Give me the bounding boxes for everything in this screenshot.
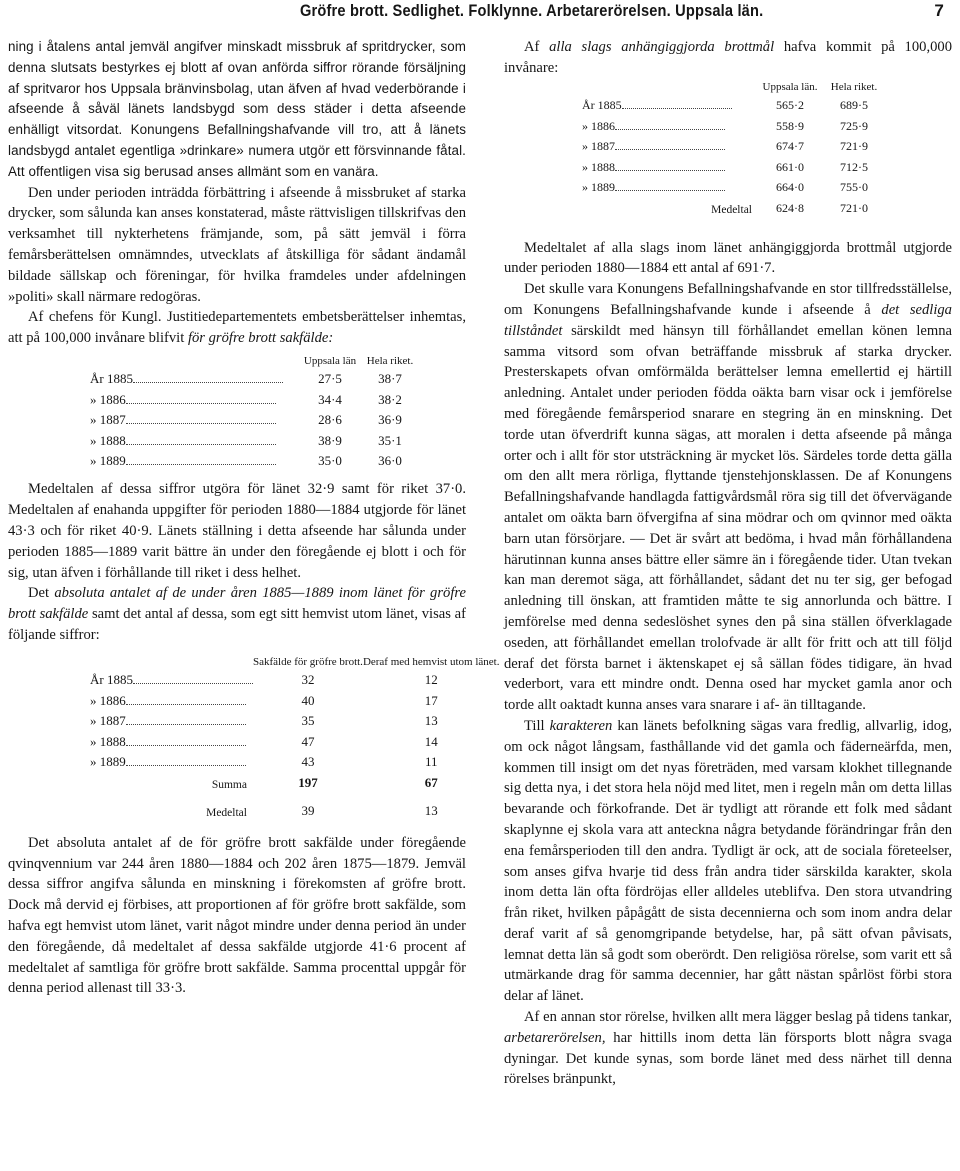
cell-value: 34·4 (318, 391, 342, 407)
table-row (90, 750, 499, 771)
emphasis-text: alla slags anhängiggjorda brottmål (549, 39, 775, 55)
sum-value: 197 (298, 774, 318, 790)
paragraph: Medeltalet af alla slags inom länet anhängiggjorda brottmål utgjorde under perioden 1880—1884 ett antal af 691·7. (504, 239, 952, 277)
paragraph-text: Af chefens för Kungl. Justitiedepartementets embetsberättelser inhemtas, att på 100,000 invånare blifvit (8, 309, 466, 347)
row-label-cell (582, 154, 758, 175)
cell-value: 35·0 (318, 453, 342, 469)
cell-value: 38·9 (318, 432, 342, 448)
paragraph (8, 307, 466, 349)
dot-leader (126, 413, 276, 424)
table-row (90, 668, 499, 689)
paragraph: Det absoluta antalet af de för gröfre brott sakfälde under föregående qvinqvennium var 244 åren 1880—1884 och 202 åren 1875—1879. Jemväl dessa siffror angifva sålunda en minskning i förekomsten af gröfre brott. Dock må dervid ej förbises, att proportionen af för gröfre brott sakfälde, som hafva egt hemvist utom länet, varit något mindre under denna period än under den föregående, då medeltalet af dessa sakfälde utgjorde 41·6 procent af medeltalet af samtliga för gröfre brott sakfälde. Samma procenttal uppgår för denna period allenast till 33·3. (8, 834, 466, 997)
cell-value: 27·5 (318, 371, 342, 387)
row-label-cell (582, 175, 758, 196)
row-label-cell (90, 668, 253, 689)
cell-value: 12 (424, 672, 438, 688)
paragraph: ning i åtalens antal jemväl angifver minskadt missbruk af spritdrycker, som denna slutsats bestyrkes ej blott af ovan anförda siffror rörande försäljning af spritvaror hos Uppsala bränvinsbolag, utan äfven af hvad vederbörande i afseende å såväl länets landsbygd som dess städer i detta afseende enhälligt vitsordat. Konungens Befallningshafvande vill tro, att å länets landsbygd antalet egentliga »drinkare» numera utgör ett försvinnande fåtal. Att offentligen visa sig berusad anses allmänt som en vanära. (8, 39, 466, 179)
dot-leader (622, 98, 732, 109)
table-row (582, 113, 886, 134)
row-label-cell (90, 387, 300, 408)
paragraph-text: Af (524, 39, 540, 55)
paragraph-text: har hittills inom detta län försports blott några svaga dyningar. Det kunde synas, som borde länet med dess närhet till denna rörelses bränpunkt, (504, 1029, 952, 1088)
row-label-cell (90, 709, 253, 730)
dot-leader (133, 673, 253, 684)
cell-value: 35 (301, 713, 315, 729)
emphasis-text: absoluta antalet af de under åren 1885—1889 inom länet för gröfre brott sakfälde (8, 585, 466, 623)
cell-value: 674·7 (776, 139, 804, 154)
table-grofre-brott-per-100000 (90, 355, 420, 470)
row-label: År 1885 (90, 672, 133, 688)
row-label: » 1886 (90, 391, 126, 407)
table-row (90, 428, 420, 449)
cell-value: 725·9 (840, 118, 868, 133)
paragraph: Medeltalen af dessa siffror utgöra för länet 32·9 samt för riket 37·0. Medeltalen af enahanda uppgifter för perioden 1880—1884 utgjorde för länet 43·3 och för riket 40·9. Länets ställning i detta afseende har sålunda under perioden 1885—1889 varit bättre än under den föregående ej blott i och för sig, utan äfven i förhållande till riket i dess helhet. (8, 481, 466, 581)
row-label-cell (90, 750, 253, 771)
column-header: Uppsala län (303, 354, 357, 367)
paragraph (8, 583, 466, 645)
dot-leader (126, 434, 276, 445)
header-title: Gröfre brott. Sedlighet. Folklynne. Arbetarerörelsen. Uppsala län. (300, 1, 764, 20)
cell-value: 755·0 (840, 180, 868, 195)
row-label-cell (582, 134, 758, 155)
emphasis-text: för gröfre brott sakfälde: (187, 330, 334, 347)
row-label: » 1888 (582, 159, 615, 174)
row-label: » 1888 (90, 733, 126, 749)
paragraph: Den under perioden inträdda förbättring i afseende å missbruket af starka drycker, som sålunda kan anses konstaterad, måste rättvisligen tillskrifvas den verksamhet till nykterhetens främjande, som, på sätt jemväl i förra femårsberättelsen omnämndes, utvecklats af åtskilliga för sådant ändamål bildade sällskap och föreningar, för hvilka framdeles under afdelningen »politi» skall närmare redogöras. (8, 184, 466, 305)
table-row (90, 449, 420, 470)
cell-value: 35·1 (378, 432, 402, 448)
cell-value: 558·9 (776, 118, 804, 133)
cell-value: 28·6 (318, 412, 342, 428)
emphasis-text: arbetarerörelsen, (504, 1029, 606, 1046)
mean-value: 13 (424, 802, 438, 818)
row-label: » 1887 (90, 412, 126, 428)
cell-value: 14 (424, 733, 438, 749)
cell-value: 36·9 (378, 412, 402, 428)
row-label: » 1887 (90, 713, 126, 729)
dot-leader (126, 755, 246, 766)
left-column (8, 37, 500, 999)
dot-leader (126, 735, 246, 746)
table-brottmal-per-100000 (582, 81, 886, 216)
dot-leader (615, 139, 725, 150)
row-label-cell (90, 428, 300, 449)
paragraph-text: Det (28, 585, 50, 602)
mean-value: 721·0 (840, 200, 868, 215)
paragraph-text: samt det antal af dessa, som egt sitt hemvist utom länet, visas af följande siffror: (8, 606, 467, 644)
right-column (504, 37, 952, 1090)
emphasis-text: det sedliga tillståndet (504, 301, 952, 339)
dot-leader (133, 372, 283, 383)
cell-value: 661·0 (776, 159, 804, 174)
row-label: År 1885 (90, 371, 133, 387)
row-label: År 1885 (582, 98, 622, 113)
mean-label: Medeltal (711, 203, 752, 216)
cell-value: 43 (301, 754, 315, 770)
cell-value: 712·5 (840, 159, 868, 174)
table-row (90, 688, 499, 709)
paragraph-text: Af en annan stor rörelse, hvilken allt mera lägger beslag på tidens tankar, (524, 1009, 952, 1026)
paragraph-text: kan länets befolkning sägas vara fredlig, allvarlig, idog, om ock något långsam, fasthållande vid det gamla och fäderneärfda, men, kommen till insigt om det nyas företräden, med varsam klokhet tillegnande sig detta nya, i det stora hela nöjd med litet, men i regeln mån om detta lillas bevarande och förkofrande. Det är tydligt att rörande ett folk med sådant skaplynne ej skola vara att anteckna några betydande förändringar från den ena femårsperioden till den andra. Tydligt är ock, att de sociala företeelser, som anses gifva hvarje tid dess från andra tider särskilda karakter, skola inom detta län ofta fördröjas eller alldeles uteblifva. Den stora utvandring från riket, hvilken påpågått de sista decennierna och som inom andra delar deraf varit af så genomgripande betydelse, har, på sätt ofvan påvisats, lemnat detta län så godt som oberördt. Den religiösa rörelse, som varit ett så utmärkande drag för samma decennier, har gått nästan spårlöst förbi stora delar af länet. (504, 717, 952, 1005)
cell-value: 11 (424, 754, 438, 770)
row-label: » 1886 (582, 118, 615, 133)
column-header: Deraf med hemvist utom länet. (362, 655, 500, 668)
row-label-cell (90, 688, 253, 709)
row-label-cell (90, 367, 300, 388)
cell-value: 32 (301, 672, 315, 688)
column-header: Hela riket. (366, 354, 414, 367)
row-label: » 1889 (90, 453, 126, 469)
paragraph-text: särskildt med hänsyn till förhållandet emellan könen lemna samma vitsord som ofvan beträffande missbruk af starka drycker. Presterskapets ofvan omförmälda berättelser lemna emellertid ej härtill anledning. Antalet under perioden födda oäkta barn visar ock i jemförelse med föregående femårsperiod snarare en stegring än en minskning. Det torde utan öfverdrift kunna sägas, att moralen i detta afseende på många orter och i allt för stor utsträckning är mycket lös. Särdeles torde detta gälla om den allt mera rörliga, flyttande tjenstehjonsklassen. De af Konungens Befallningshafvande handlagda fattigvårdsmål röra sig till det öfvervägande antalet om oäkta barn öfvergifna af sina mödrar och om qvinnor med oäkta barn utan försörjare. — Det är svårt att bedöma, i hvad mån förhållandena härutinnan kunna anses bättre eller sämre än i föregående tider. Utan tvekan kan man deremot säga, att förhållandet, sådant det nu ter sig, ger befogad anledning till önskan, att framtiden måtte te sig annorlunda och bättre. I jemförelse med denna sedeslöshet synes den på sina ställen öfverklagade oseden, att förhållandet emellan trolofvade är allt för fritt och att till följd deraf det första barnet i äktenskapet ej så sällan födes tidigare, än hvad vederbort, vara ett mindre ondt. Denna osed har mycket gamla anor och torde allt oaktadt kunna anses vara snarare i af- än tilltagande. (504, 322, 952, 714)
dot-leader (126, 694, 246, 705)
cell-value: 13 (424, 713, 438, 729)
cell-value: 47 (301, 733, 315, 749)
table-row (582, 93, 886, 114)
dot-leader (615, 180, 725, 191)
mean-value: 39 (301, 802, 315, 818)
sum-label: Summa (211, 778, 247, 791)
cell-value: 40 (301, 692, 315, 708)
column-header: Sakfälde för gröfre brott. (252, 655, 363, 668)
row-label-cell (90, 449, 300, 470)
page-number: 7 (934, 1, 944, 20)
cell-value: 17 (424, 692, 438, 708)
dot-leader (126, 393, 276, 404)
paragraph (504, 37, 952, 79)
cell-value: 721·9 (840, 139, 868, 154)
table-sakfalde-absolut (90, 656, 499, 819)
dot-leader (615, 119, 725, 130)
paragraph-text: hafva kommit på 100,000 invånare: (504, 39, 952, 76)
sum-value: 67 (424, 774, 438, 790)
row-label: » 1889 (90, 754, 126, 770)
row-label-cell (90, 729, 253, 750)
cell-value: 36·0 (378, 453, 402, 469)
column-header: Hela riket. (830, 80, 878, 93)
table-row (90, 408, 420, 429)
table-row (90, 709, 499, 730)
mean-value: 624·8 (776, 200, 804, 215)
row-label-cell (582, 93, 758, 114)
cell-value: 664·0 (776, 180, 804, 195)
table-row (582, 175, 886, 196)
row-label: » 1887 (582, 139, 615, 154)
dot-leader (615, 160, 725, 171)
paragraph-text: Det skulle vara Konungens Befallningshafvande en stor tillfredsställelse, om Konungens Befallningshafvande kunde i afseende å (504, 281, 952, 318)
row-label: » 1888 (90, 432, 126, 448)
dot-leader (126, 454, 276, 465)
paragraph-text: Till (524, 717, 545, 734)
row-label-cell (582, 113, 758, 134)
column-header: Uppsala län. (762, 80, 818, 93)
cell-value: 38·2 (378, 391, 402, 407)
table-row (582, 134, 886, 155)
row-label: » 1886 (90, 692, 126, 708)
table-row (90, 729, 499, 750)
running-header (0, 0, 960, 26)
table-row (90, 387, 420, 408)
table-row (582, 154, 886, 175)
paragraph (504, 1007, 952, 1090)
cell-value: 38·7 (378, 371, 402, 387)
paragraph (504, 279, 952, 716)
cell-value: 565·2 (776, 98, 804, 113)
mean-label: Medeltal (206, 806, 247, 819)
emphasis-text: karakteren (549, 717, 613, 734)
dot-leader (126, 714, 246, 725)
row-label-cell (90, 408, 300, 429)
cell-value: 689·5 (840, 98, 868, 113)
row-label: » 1889 (582, 180, 615, 195)
paragraph (504, 716, 952, 1007)
table-row (90, 367, 420, 388)
